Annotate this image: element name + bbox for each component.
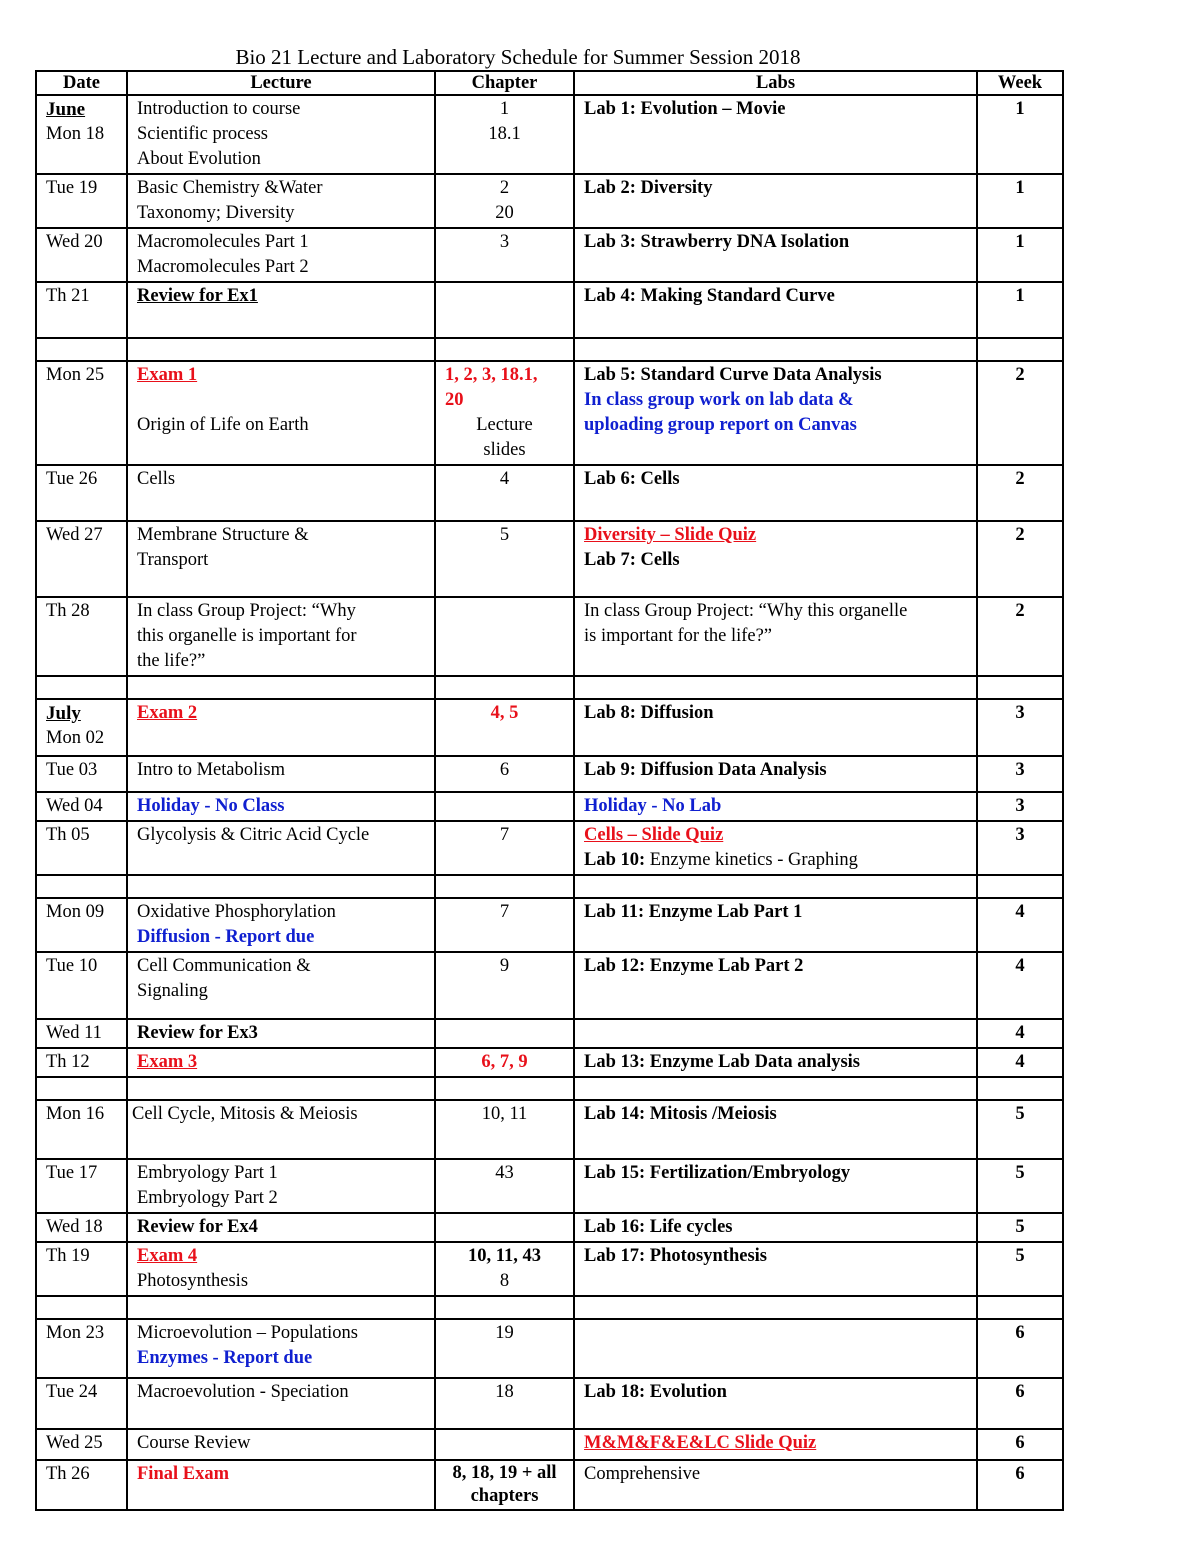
table-row	[36, 1378, 1063, 1429]
labs-cell: Lab 8: Diffusion	[574, 699, 977, 756]
date-cell: Th 26	[36, 1460, 127, 1510]
spacer-row	[36, 338, 1063, 361]
week-cell: 4	[977, 898, 1063, 952]
chapter-cell: 18	[435, 1378, 574, 1429]
chapter-cell: 6	[435, 756, 574, 792]
week-cell: 6	[977, 1429, 1063, 1460]
labs-cell: Lab 15: Fertilization/Embryology	[574, 1159, 977, 1213]
spacer-row	[36, 875, 1063, 898]
table-row	[36, 821, 1063, 875]
date-cell: Tue 03	[36, 756, 127, 792]
week-cell: 1	[977, 282, 1063, 338]
week-cell: 1	[977, 174, 1063, 228]
week-cell: 6	[977, 1319, 1063, 1378]
week-cell: 3	[977, 699, 1063, 756]
chapter-cell: 7	[435, 821, 574, 875]
date-cell: Tue 17	[36, 1159, 127, 1213]
table-row	[36, 1213, 1063, 1242]
lecture-cell: Review for Ex3	[127, 1019, 435, 1048]
lecture-cell: Review for Ex4	[127, 1213, 435, 1242]
date-cell: Wed 20	[36, 228, 127, 282]
table-row	[36, 1429, 1063, 1460]
date-cell: Tue 19	[36, 174, 127, 228]
schedule-table	[35, 70, 1064, 1511]
labs-cell: Lab 16: Life cycles	[574, 1213, 977, 1242]
date-cell: Wed 18	[36, 1213, 127, 1242]
header-chapter: Chapter	[435, 71, 574, 95]
labs-cell: Lab 4: Making Standard Curve	[574, 282, 977, 338]
labs-cell: Lab 3: Strawberry DNA Isolation	[574, 228, 977, 282]
labs-cell: Diversity – Slide Quiz Lab 7: Cells	[574, 521, 977, 597]
labs-cell: M&M&F&E&LC Slide Quiz	[574, 1429, 977, 1460]
week-cell: 5	[977, 1100, 1063, 1159]
date-cell: Mon 23	[36, 1319, 127, 1378]
chapter-cell: 7	[435, 898, 574, 952]
date-cell: Mon 09	[36, 898, 127, 952]
week-cell: 4	[977, 1048, 1063, 1077]
header-date: Date	[36, 71, 127, 95]
labs-cell: Comprehensive	[574, 1460, 977, 1510]
week-cell: 3	[977, 756, 1063, 792]
chapter-cell: 1, 2, 3, 18.1, 20 Lecture slides	[435, 361, 574, 465]
lecture-cell: Cell Communication & Signaling	[127, 952, 435, 1019]
lecture-cell: In class Group Project: “Why this organelle is important for the life?”	[127, 597, 435, 676]
week-cell: 2	[977, 521, 1063, 597]
table-row	[36, 756, 1063, 792]
lecture-cell: Introduction to course Scientific process About Evolution	[127, 95, 435, 174]
table-row	[36, 1242, 1063, 1296]
table-row	[36, 174, 1063, 228]
lecture-cell: Microevolution – Populations Enzymes - Report due	[127, 1319, 435, 1378]
table-row	[36, 95, 1063, 174]
labs-cell	[574, 1319, 977, 1378]
chapter-cell: 3	[435, 228, 574, 282]
date-cell: July Mon 02	[36, 699, 127, 756]
week-cell: 4	[977, 952, 1063, 1019]
month-label: June	[46, 99, 86, 120]
week-cell: 5	[977, 1159, 1063, 1213]
date-cell: June Mon 18	[36, 95, 127, 174]
chapter-cell: 4, 5	[435, 699, 574, 756]
page-title: Bio 21 Lecture and Laboratory Schedule for Summer Session 2018	[235, 45, 801, 69]
month-label: July	[46, 703, 81, 724]
date-cell: Wed 04	[36, 792, 127, 821]
labs-cell: Lab 1: Evolution – Movie	[574, 95, 977, 174]
spacer-row	[36, 1296, 1063, 1319]
chapter-cell: 6, 7, 9	[435, 1048, 574, 1077]
table-row	[36, 792, 1063, 821]
week-cell: 4	[977, 1019, 1063, 1048]
labs-cell: Holiday - No Lab	[574, 792, 977, 821]
chapter-cell	[435, 792, 574, 821]
lecture-cell: Cell Cycle, Mitosis & Meiosis	[127, 1100, 435, 1159]
lecture-cell: Course Review	[127, 1429, 435, 1460]
date-cell: Wed 11	[36, 1019, 127, 1048]
date-cell: Tue 24	[36, 1378, 127, 1429]
table-row	[36, 699, 1063, 756]
labs-cell: Lab 14: Mitosis /Meiosis	[574, 1100, 977, 1159]
labs-cell: Cells – Slide Quiz Lab 10: Enzyme kinetics - Graphing	[574, 821, 977, 875]
week-cell: 5	[977, 1242, 1063, 1296]
date-cell: Th 21	[36, 282, 127, 338]
date-cell: Mon 16	[36, 1100, 127, 1159]
header-lecture: Lecture	[127, 71, 435, 95]
table-row	[36, 1048, 1063, 1077]
labs-cell: Lab 6: Cells	[574, 465, 977, 521]
lecture-cell: Macromolecules Part 1 Macromolecules Part 2	[127, 228, 435, 282]
chapter-cell: 10, 11, 43 8	[435, 1242, 574, 1296]
lecture-cell: Exam 3	[127, 1048, 435, 1077]
table-row	[36, 1100, 1063, 1159]
lecture-cell: Exam 2	[127, 699, 435, 756]
date-cell: Wed 27	[36, 521, 127, 597]
lecture-cell: Final Exam	[127, 1460, 435, 1510]
lecture-cell: Basic Chemistry &Water Taxonomy; Diversity	[127, 174, 435, 228]
chapter-cell: 5	[435, 521, 574, 597]
spacer-row	[36, 1077, 1063, 1100]
lecture-cell: Macroevolution - Speciation	[127, 1378, 435, 1429]
spacer-row	[36, 676, 1063, 699]
chapter-cell	[435, 597, 574, 676]
table-row	[36, 1159, 1063, 1213]
table-row	[36, 1019, 1063, 1048]
labs-cell: Lab 12: Enzyme Lab Part 2	[574, 952, 977, 1019]
week-cell: 3	[977, 792, 1063, 821]
labs-cell: Lab 5: Standard Curve Data Analysis In class group work on lab data & uploading group report on Canvas	[574, 361, 977, 465]
week-cell: 6	[977, 1460, 1063, 1510]
chapter-cell: 4	[435, 465, 574, 521]
chapter-cell	[435, 1019, 574, 1048]
date-cell: Th 19	[36, 1242, 127, 1296]
labs-cell: Lab 2: Diversity	[574, 174, 977, 228]
lecture-cell: Exam 1 Origin of Life on Earth	[127, 361, 435, 465]
table-row	[36, 361, 1063, 465]
labs-cell: Lab 13: Enzyme Lab Data analysis	[574, 1048, 977, 1077]
table-row	[36, 521, 1063, 597]
chapter-cell: 2 20	[435, 174, 574, 228]
table-row	[36, 228, 1063, 282]
date-cell: Wed 25	[36, 1429, 127, 1460]
chapter-cell	[435, 282, 574, 338]
chapter-cell: 19	[435, 1319, 574, 1378]
lecture-cell: Glycolysis & Citric Acid Cycle	[127, 821, 435, 875]
week-cell: 2	[977, 361, 1063, 465]
lecture-cell: Embryology Part 1 Embryology Part 2	[127, 1159, 435, 1213]
date-cell: Th 12	[36, 1048, 127, 1077]
table-row	[36, 282, 1063, 338]
table-row	[36, 952, 1063, 1019]
lecture-cell: Review for Ex1	[127, 282, 435, 338]
labs-cell: Lab 9: Diffusion Data Analysis	[574, 756, 977, 792]
labs-cell	[574, 1019, 977, 1048]
week-cell: 1	[977, 228, 1063, 282]
chapter-cell: 10, 11	[435, 1100, 574, 1159]
week-cell: 6	[977, 1378, 1063, 1429]
header-labs: Labs	[574, 71, 977, 95]
chapter-cell: 43	[435, 1159, 574, 1213]
date-cell: Mon 25	[36, 361, 127, 465]
week-cell: 1	[977, 95, 1063, 174]
week-cell: 5	[977, 1213, 1063, 1242]
lecture-cell: Exam 4 Photosynthesis	[127, 1242, 435, 1296]
date-cell: Tue 26	[36, 465, 127, 521]
labs-cell: Lab 18: Evolution	[574, 1378, 977, 1429]
week-cell: 2	[977, 465, 1063, 521]
lecture-cell: Oxidative Phosphorylation Diffusion - Report due	[127, 898, 435, 952]
table-row	[36, 1460, 1063, 1510]
header-row	[36, 71, 1063, 95]
chapter-cell: 8, 18, 19 + all chapters	[435, 1460, 574, 1510]
table-row	[36, 597, 1063, 676]
labs-cell: Lab 17: Photosynthesis	[574, 1242, 977, 1296]
labs-cell: Lab 11: Enzyme Lab Part 1	[574, 898, 977, 952]
week-cell: 2	[977, 597, 1063, 676]
date-cell: Th 05	[36, 821, 127, 875]
date-cell: Tue 10	[36, 952, 127, 1019]
lecture-cell: Cells	[127, 465, 435, 521]
date-cell: Th 28	[36, 597, 127, 676]
table-row	[36, 1319, 1063, 1378]
week-cell: 3	[977, 821, 1063, 875]
table-row	[36, 898, 1063, 952]
header-week: Week	[977, 71, 1063, 95]
lecture-cell: Intro to Metabolism	[127, 756, 435, 792]
chapter-cell: 9	[435, 952, 574, 1019]
lecture-cell: Holiday - No Class	[127, 792, 435, 821]
chapter-cell: 1 18.1	[435, 95, 574, 174]
labs-cell: In class Group Project: “Why this organelle is important for the life?”	[574, 597, 977, 676]
lecture-cell: Membrane Structure & Transport	[127, 521, 435, 597]
table-row	[36, 465, 1063, 521]
chapter-cell	[435, 1213, 574, 1242]
chapter-cell	[435, 1429, 574, 1460]
